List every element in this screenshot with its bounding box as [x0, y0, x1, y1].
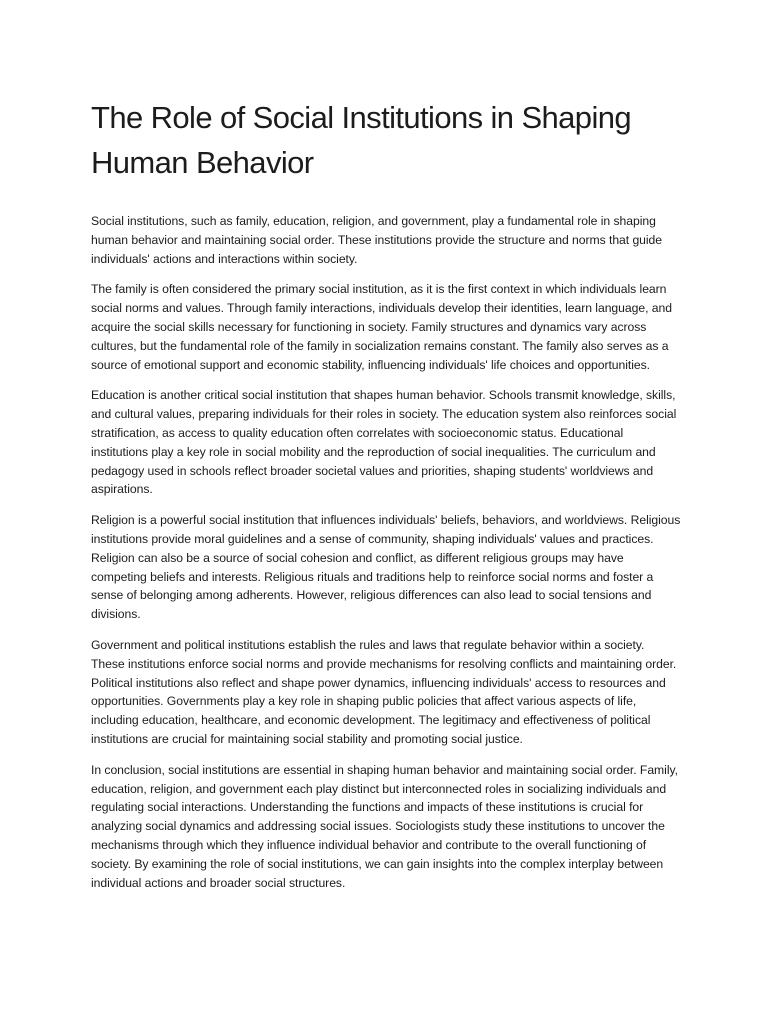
paragraph-government: Government and political institutions establish the rules and laws that regulate behavior within a society. These institutions enforce social norms and provide mechanisms for resolving conflicts and maintaining order. Political institutions also reflect and shape power dynamics, influencing individuals' access to resources and opportunities. Governments play a key role in shaping public policies that affect various aspects of life, including education, healthcare, and economic development. The legitimacy and effectiveness of political institutions are crucial for maintaining social stability and promoting social justice.: [91, 637, 677, 746]
document-page: [91, 95, 681, 904]
paragraph-conclusion: In conclusion, social institutions are essential in shaping human behavior and maintaining social order. Family, education, religion, and government each play distinct but interconnected roles in socializing individuals and regulating social interactions. Understanding the functions and impacts of these institutions is crucial for analyzing social dynamics and addressing social issues. Sociologists study these institutions to uncover the mechanisms through which they influence individual behavior and contribute to the overall functioning of society. By examining the role of social institutions, we can gain insights into the complex interplay between individual actions and broader social structures.: [91, 762, 678, 890]
paragraph-family: The family is often considered the primary social institution, as it is the first context in which individuals learn social norms and values. Through family interactions, individuals develop their identities, learn language, and acquire the social skills necessary for functioning in society. Family structures and dynamics vary across cultures, but the fundamental role of the family in socialization remains constant. The family also serves as a source of emotional support and economic stability, influencing individuals' life choices and opportunities.: [91, 282, 672, 372]
paragraph-religion: Religion is a powerful social institution that influences individuals' beliefs, behaviors, and worldviews. Religious institutions provide moral guidelines and a sense of community, shaping individuals' values and practices. Religion can also be a source of social cohesion and conflict, as different religious groups may have competing beliefs and interests. Religious rituals and traditions help to reinforce social norms and foster a sense of belonging among adherents. However, religious differences can also lead to social tensions and divisions.: [91, 513, 681, 622]
paragraph-intro: Social institutions, such as family, education, religion, and government, play a fundamental role in shaping human behavior and maintaining social order. These institutions provide the structure and norms that guide individuals' actions and interactions within society.: [91, 214, 663, 266]
paragraph-education: Education is another critical social institution that shapes human behavior. Schools transmit knowledge, skills, and cultural values, preparing individuals for their roles in society. The education system also reinforces social stratification, as access to quality education often correlates with socioeconomic status. Educational institutions play a key role in social mobility and the reproduction of social inequalities. The curriculum and pedagogy used in schools reflect broader societal values and priorities, shaping students' worldviews and aspirations.: [91, 388, 677, 497]
document-title: The Role of Social Institutions in Shaping Human Behavior: [91, 100, 632, 180]
